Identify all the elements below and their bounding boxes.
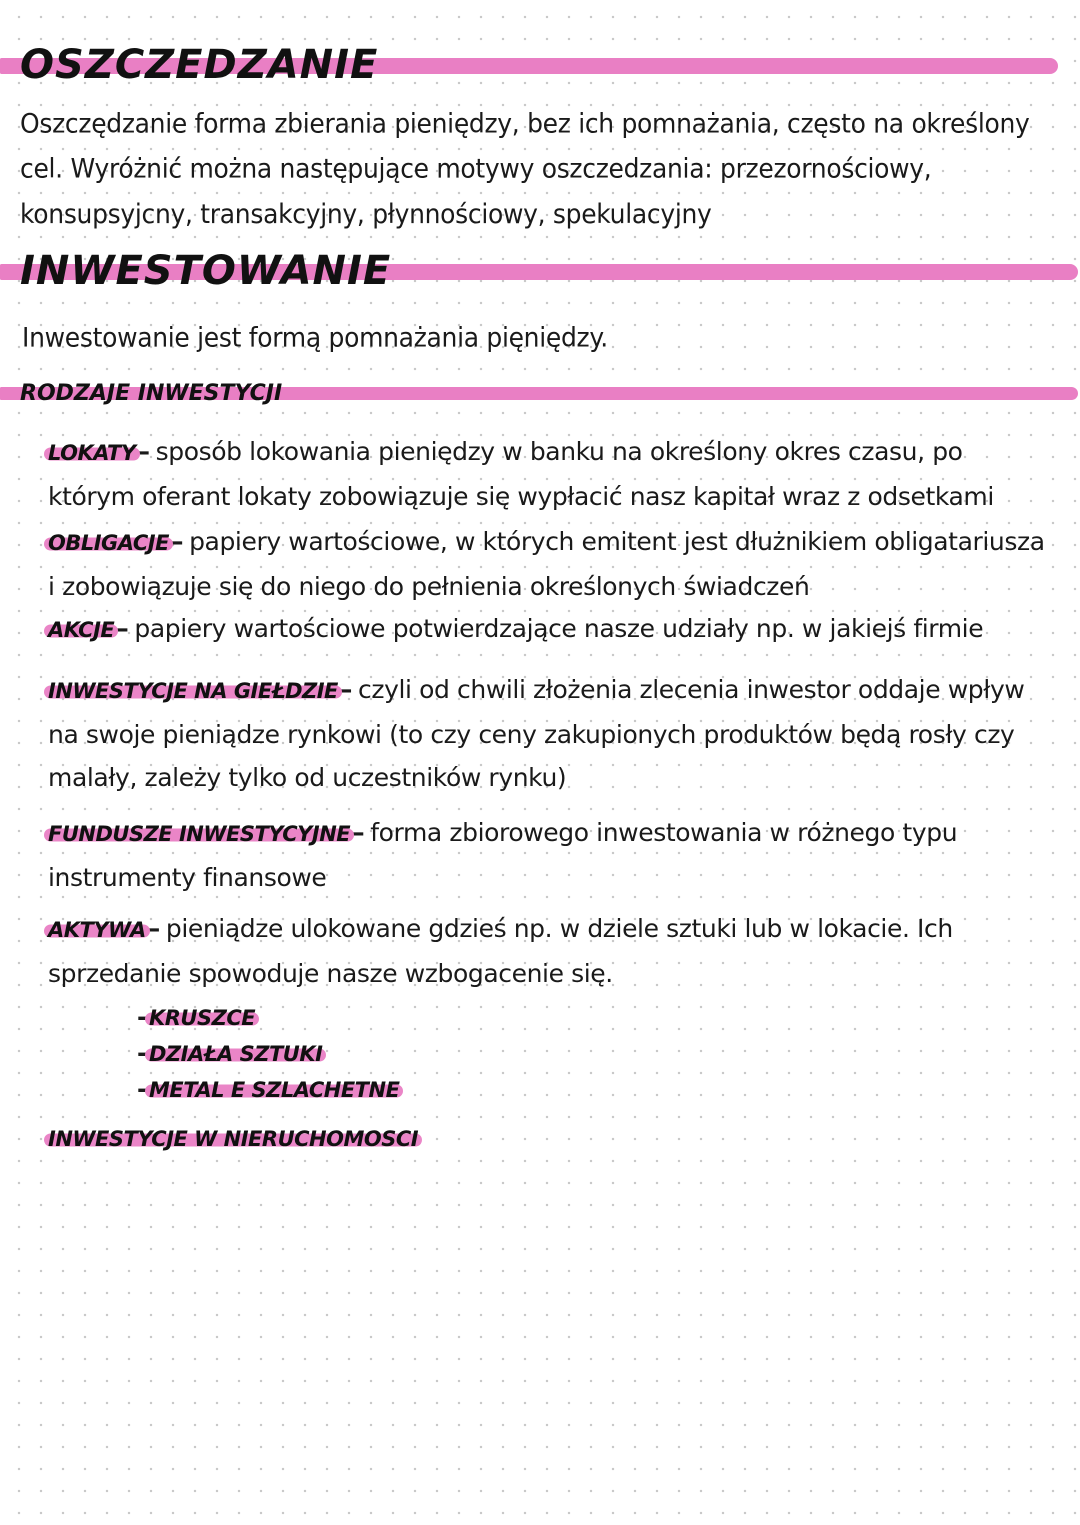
term-akcje: AKCJE — [48, 609, 114, 652]
savings-text — [20, 101, 1050, 237]
dash: – — [170, 527, 184, 556]
investment-item-gielda — [48, 668, 1048, 799]
savings-heading-block — [0, 40, 1080, 100]
asset-label: KRUSZCE — [149, 1000, 255, 1036]
description-lokaty: sposób lokowania pieniędzy w banku na określony okres czasu, po którym oferant lokaty zobowiązuje się wypłacić nasz kapitał wraz z odsetkami — [48, 437, 994, 511]
description-fundusze: forma zbiorowego inwestowania w różnego typu instrumenty finansowe — [48, 818, 958, 892]
types-heading-block — [0, 380, 1080, 414]
dash: – — [352, 818, 365, 847]
description-gielda: czyli od chwili złożenia zlecenia inwestor oddaje wpływ na swoje pieniądze rynkowi (to czy ceny zakupionych produktów będą rosły czy malały, zależy tylko od uczestników rynku) — [48, 675, 1025, 792]
term-gielda: INWESTYCJE NA GIEŁDZIE — [48, 670, 338, 713]
asset-label: DZIAŁA SZTUKI — [149, 1036, 322, 1072]
dash: – — [147, 914, 160, 943]
types-title: RODZAJE INWESTYCJI — [20, 381, 283, 406]
dash: – — [137, 437, 150, 466]
investment-item-fundusze — [48, 811, 1048, 899]
investing-paragraph: Inwestowanie jest formą pomnażania pięniędzy. — [22, 321, 608, 353]
investment-item-nieruchomosci — [48, 1116, 1048, 1161]
investment-item-aktywa — [48, 907, 1048, 995]
savings-paragraph: Oszczędzanie forma zbierania pieniędzy, bez ich pomnażania, często na określony cel. Wyróżnić można następujące motywy oszczedzania: przezornościowy, konsupsyjcny, transakcyjny, płynnościowy, spekulacyjny — [20, 107, 1030, 230]
dash: - — [137, 1003, 147, 1031]
savings-title: OSZCZEDZANIE — [20, 42, 379, 88]
description-aktywa: pieniądze ulokowane gdzieś np. w dziele sztuki lub w lokacie. Ich sprzedanie spowoduje nasze wzbogacenie się. — [48, 914, 953, 988]
list-item — [137, 999, 399, 1035]
dash: – — [339, 675, 353, 704]
list-item — [137, 1035, 399, 1071]
dash: – — [116, 614, 129, 643]
investing-text — [22, 315, 1052, 360]
dash: - — [137, 1075, 147, 1103]
asset-label: METAL E SZLACHETNE — [149, 1072, 399, 1108]
list-item — [137, 1071, 399, 1107]
assets-list — [137, 999, 399, 1107]
description-obligacje: papiery wartościowe, w których emitent jest dłużnikiem obligatariusza i zobowiązuje się do niego do pełnienia określonych świadczeń — [48, 527, 1045, 601]
investing-heading-block — [0, 246, 1080, 306]
term-aktywa: AKTYWA — [48, 909, 146, 952]
term-obligacje: OBLIGACJE — [48, 522, 169, 565]
dash: - — [137, 1039, 147, 1067]
description-akcje: papiery wartościowe potwierdzające nasze udziały np. w jakiejś firmie — [134, 614, 984, 643]
term-lokaty: LOKATY — [48, 432, 136, 475]
investment-item-akcje — [48, 607, 1048, 652]
investment-item-obligacje — [48, 520, 1048, 608]
term-fundusze: FUNDUSZE INWESTYCYJNE — [48, 813, 350, 856]
investment-item-lokaty — [48, 430, 1048, 518]
term-nieruchomosci: INWESTYCJE W NIERUCHOMOSCI — [48, 1118, 418, 1161]
investing-title: INWESTOWANIE — [20, 248, 392, 294]
